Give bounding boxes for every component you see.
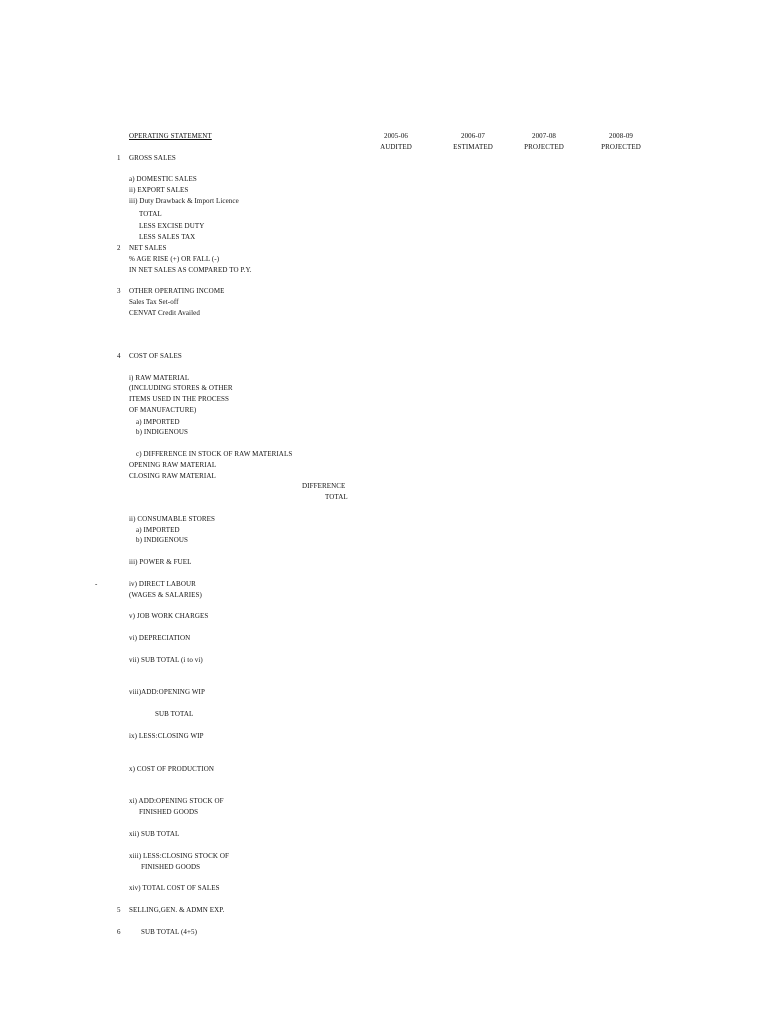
- row-label: x) COST OF PRODUCTION: [129, 765, 215, 773]
- row-label: OF MANUFACTURE): [129, 406, 197, 414]
- row-label: COST OF SALES: [129, 352, 182, 360]
- row-label: iii) POWER & FUEL: [129, 558, 192, 566]
- col-year-1: 2005-06: [383, 132, 409, 140]
- row-label: GROSS SALES: [129, 154, 176, 162]
- row-label: xi) ADD:OPENING STOCK OF: [129, 797, 224, 805]
- row-label: vi) DEPRECIATION: [129, 634, 191, 642]
- row-label: xiv) TOTAL COST OF SALES: [129, 884, 220, 892]
- col-status-3: PROJECTED: [524, 143, 564, 151]
- row-label: OPENING RAW MATERIAL: [129, 461, 217, 469]
- row-label: OTHER OPERATING INCOME: [129, 287, 225, 295]
- row-label: SUB TOTAL: [155, 710, 194, 718]
- row-label: FINISHED GOODS: [141, 863, 201, 871]
- row-label: b) INDIGENOUS: [136, 428, 189, 436]
- row-number: 4: [117, 352, 121, 360]
- row-label: FINISHED GOODS: [139, 808, 199, 816]
- row-label: SUB TOTAL (4+5): [141, 928, 198, 936]
- row-label: v) JOB WORK CHARGES: [129, 612, 209, 620]
- margin-mark: -: [95, 580, 98, 588]
- col-year-4: 2008-09: [608, 132, 634, 140]
- row-label: iv) DIRECT LABOUR: [129, 580, 196, 588]
- row-label: IN NET SALES AS COMPARED TO P.Y.: [129, 266, 252, 274]
- row-label: a) IMPORTED: [136, 418, 180, 426]
- row-number: 1: [117, 154, 121, 162]
- row-number: 6: [117, 928, 121, 936]
- col-year-2: 2006-07: [460, 132, 486, 140]
- row-label: ix) LESS:CLOSING WIP: [129, 732, 204, 740]
- col-status-4: PROJECTED: [601, 143, 641, 151]
- row-label: xiii) LESS:CLOSING STOCK OF: [129, 852, 230, 860]
- row-label: (WAGES & SALARIES): [129, 591, 202, 599]
- row-label: ITEMS USED IN THE PROCESS: [129, 395, 229, 403]
- col-status-2: ESTIMATED: [453, 143, 493, 151]
- row-label: NET SALES: [129, 244, 167, 252]
- row-number: 2: [117, 244, 121, 252]
- row-label: a) DOMESTIC SALES: [129, 175, 197, 183]
- row-label: i) RAW MATERIAL: [129, 374, 190, 382]
- row-number: 5: [117, 906, 121, 914]
- row-label: TOTAL: [139, 210, 162, 218]
- row-label: SELLING,GEN. & ADMN EXP.: [129, 906, 225, 914]
- row-label: % AGE RISE (+) OR FALL (-): [129, 255, 220, 263]
- col-year-3: 2007-08: [531, 132, 557, 140]
- row-label: ii) CONSUMABLE STORES: [129, 515, 215, 523]
- row-label: CENVAT Credit Availed: [129, 309, 200, 317]
- row-label: (INCLUDING STORES & OTHER: [129, 384, 233, 392]
- row-label: vii) SUB TOTAL (i to vi): [129, 656, 203, 664]
- row-label: c) DIFFERENCE IN STOCK OF RAW MATERIALS: [136, 450, 293, 458]
- row-label: LESS EXCISE DUTY: [139, 222, 205, 230]
- row-label: ii) EXPORT SALES: [129, 186, 189, 194]
- row-label: LESS SALES TAX: [139, 233, 196, 241]
- row-label: CLOSING RAW MATERIAL: [129, 472, 216, 480]
- row-label: TOTAL: [325, 493, 348, 501]
- col-status-1: AUDITED: [380, 143, 412, 151]
- row-label: a) IMPORTED: [136, 526, 180, 534]
- row-label: xii) SUB TOTAL: [129, 830, 180, 838]
- statement-title: OPERATING STATEMENT: [129, 132, 212, 140]
- row-label: DIFFERENCE: [302, 482, 346, 490]
- row-label: iii) Duty Drawback & Import Licence: [129, 197, 239, 205]
- row-label: b) INDIGENOUS: [136, 536, 189, 544]
- row-number: 3: [117, 287, 121, 295]
- row-label: Sales Tax Set-off: [129, 298, 179, 306]
- row-label: viii)ADD:OPENING WIP: [129, 688, 205, 696]
